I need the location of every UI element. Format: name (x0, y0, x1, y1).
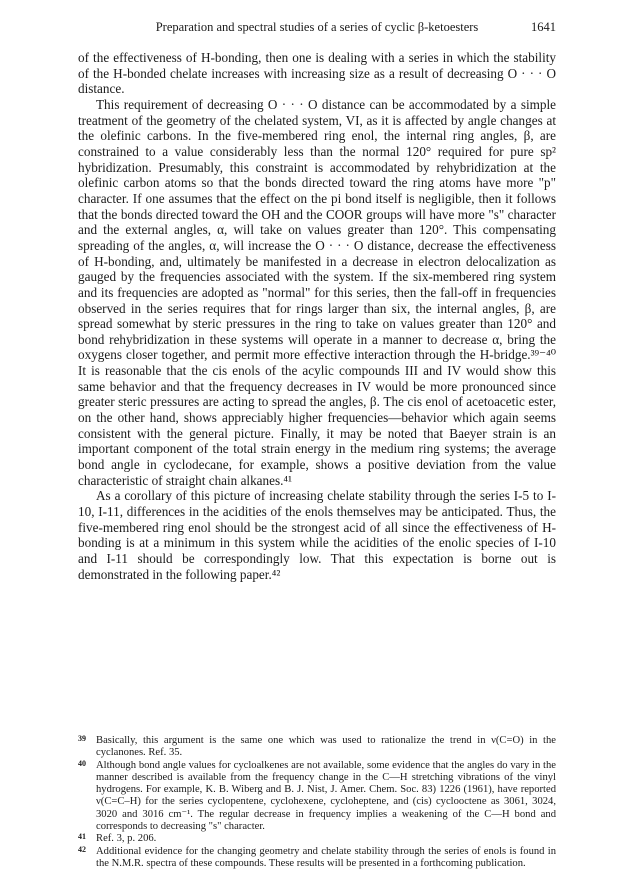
footnote-text: Additional evidence for the changing geometry and chelate stability through the series of enols is found in the N.M.R. spectra of these compounds. These results will be presented in a forthcoming publication. (96, 845, 556, 869)
footnotes (78, 735, 556, 870)
footnote-text: Although bond angle values for cycloalkenes are not available, some evidence that the angles do vary in the manner described is available from the frequency change in the C—H stretching vibrations of the vinyl hydrogens. For example, K. B. Wiberg and B. J. Nist, J. Amer. Chem. Soc. 83) 1226 (1961), have reported ν(C=C–H) for the series cyclopentene, cyclohexene, cycloheptene, and (cis) cyclooctene as 3061, 3024, 3020 and 3016 cm⁻¹. The regular decrease in frequency implies a weakening of the C—H bond and corresponds to decreasing "s" character. (96, 759, 556, 833)
running-title: Preparation and spectral studies of a series of cyclic β-ketoesters (155, 20, 479, 34)
footnote-marker: 42 (78, 844, 86, 854)
footnote-40 (78, 760, 556, 834)
footnote-39 (78, 735, 556, 760)
footnote-text: Ref. 3, p. 206. (96, 833, 157, 845)
running-header (78, 20, 556, 38)
page-number: 1641 (531, 20, 556, 34)
footnote-marker: 41 (78, 832, 86, 842)
paragraph-1: of the effectiveness of H-bonding, then one is dealing with a series in which the stability of the H-bonded chelate increases with increasing size as a result of decreasing O · · · O distance. (78, 50, 556, 97)
footnote-42 (78, 846, 556, 871)
footnote-text: Basically, this argument is the same one which was used to rationalize the trend in ν(C=O) in the cyclanones. Ref. 35. (96, 735, 556, 759)
footnote-41 (78, 833, 556, 845)
footnote-marker: 40 (78, 758, 86, 768)
paragraph-2: This requirement of decreasing O · · · O distance can be accommodated by a simple treatment of the geometry of the chelated system, VI, as it is affected by angle changes at the olefinic carbons. In the five-membered ring enol, the internal ring angles, β, are constrained to a value considerably less than the normal 120° required for pure sp² hybridization. Presumably, this constraint is accommodated by rehybridization at the olefinic carbon atoms so that the bonds directed toward the ring atoms have more "p" character. If one assumes that the effect on the pi bond itself is negligible, then it follows that the bonds directed toward the OH and the COOR groups will have more "s" character and the external angles, α, will take on values greater than 120°. This compensating spreading of the angles, α, will increase the O · · · O distance, decrease the effectiveness of H-bonding, and, ultimately be manifested in a decrease in electron delocalization as gauged by the frequencies associated with the system. If the six-membered ring system and its frequencies are adopted as "normal" for this series, then the fall-off in frequencies observed in the series requires that for rings larger than six, the internal angles, β, are spread somewhat by steric pressures in the ring to take on values greater than 120° and bond rehybridization in these systems will operate in a manner to decrease α, bring the oxygens closer together, and permit more effective interaction through the H-bridge.³⁹⁻⁴⁰ It is reasonable that the cis enols of the acylic compounds III and IV would show this same behavior and that the frequency decreases in IV would be more pronounced since greater steric pressures are acting to spread the angles, β. The cis enol of acetoacetic ester, on the other hand, shows appreciably higher frequencies—behavior which again seems consistent with the general picture. Finally, it may be noted that Baeyer strain is an important component of the total strain energy in the medium ring systems; the average bond angle in cyclodecane, for example, shows a positive deviation from the value characteristic of straight chain alkanes.⁴¹ (78, 96, 556, 488)
footnote-marker: 39 (78, 734, 86, 743)
body-text (78, 50, 556, 582)
paragraph-3: As a corollary of this picture of increasing chelate stability through the series I-5 to I-10, I-11, differences in the acidities of the enols themselves may be anticipated. Thus, the five-membered ring enol should be the strongest acid of all since the effectiveness of H-bonding is at a minimum in this system while the acidities of the enolic species of I-10 and I-11 should be correspondingly low. That this expectation is borne out is demonstrated in the following paper.⁴² (78, 488, 556, 582)
